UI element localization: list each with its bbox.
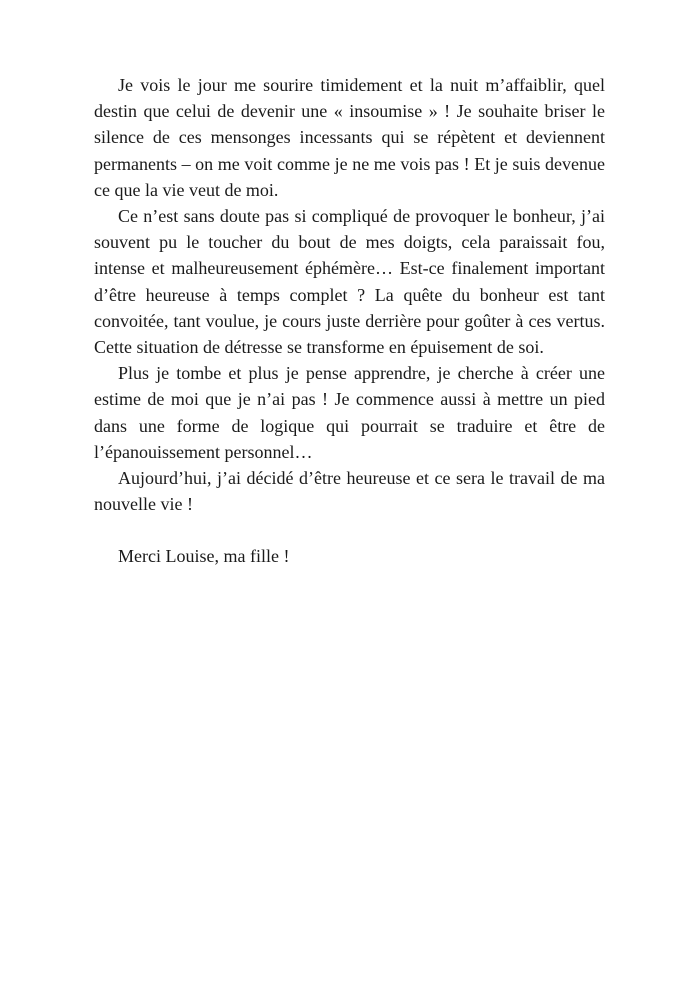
paragraph-2: Ce n’est sans doute pas si compliqué de provoquer le bonheur, j’ai souvent pu le toucher du bout de mes doigts, cela paraissait fou, intense et malheureusement éphémère… Est-ce finalement important d’être heureuse à temps complet ? La quête du bonheur est tant convoitée, tant voulue, je cours juste derrière pour goûter à ces vertus. Cette situation de détresse se transforme en épuisement de soi. xyxy=(94,206,605,358)
closing-line: Merci Louise, ma fille ! xyxy=(118,546,290,567)
paragraph-spacer xyxy=(94,517,605,543)
paragraph-3: Plus je tombe et plus je pense apprendre, je cherche à créer une estime de moi que je n’ai pas ! Je commence aussi à mettre un pied dans une forme de logique qui pourrait se traduire et être de l’épanouissement personnel… xyxy=(94,363,605,462)
paragraph-4: Aujourd’hui, j’ai décidé d’être heureuse et ce sera le travail de ma nouvelle vie ! xyxy=(94,468,605,515)
document-page xyxy=(94,72,605,570)
paragraph-1: Je vois le jour me sourire timidement et la nuit m’affaiblir, quel destin que celui de devenir une « insoumise » ! Je souhaite briser le silence de ces mensonges incessants qui se répètent et deviennent permanents – on me voit comme je ne me vois pas ! Et je suis devenue ce que la vie veut de moi. xyxy=(94,75,605,200)
